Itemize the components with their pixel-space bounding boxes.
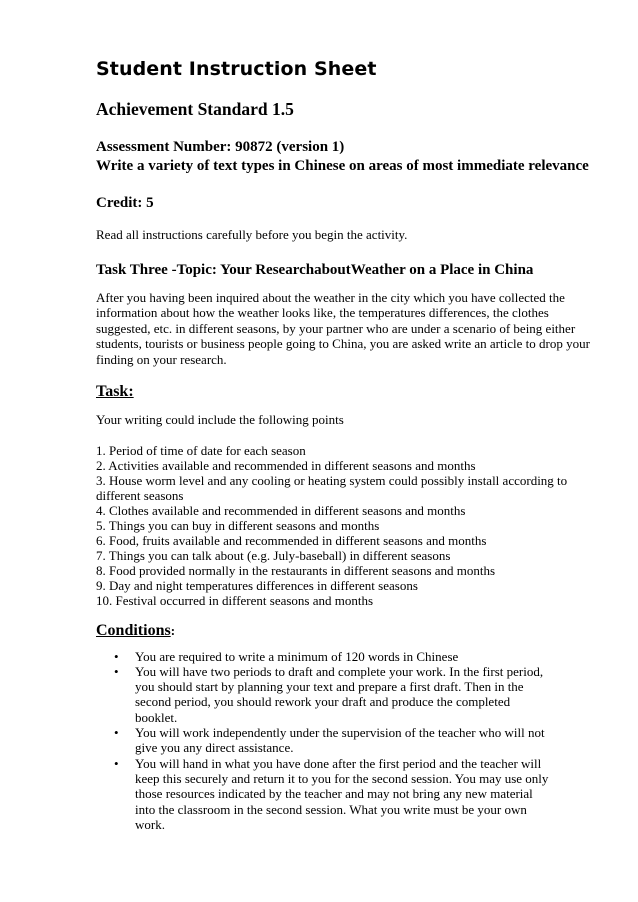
assessment-title: Write a variety of text types in Chinese on areas of most immediate relevance	[96, 158, 589, 174]
standard-heading: Achievement Standard 1.5	[96, 99, 294, 119]
list-item: 6. Food, fruits available and recommended in different seasons and months	[96, 533, 487, 549]
list-item	[114, 756, 555, 832]
list-item: 5. Things you can buy in different seasons and months	[96, 517, 380, 533]
bullet-icon: •	[114, 725, 119, 741]
list-item	[114, 649, 555, 664]
bullet-icon: •	[114, 648, 119, 664]
task-heading: Task:	[96, 383, 134, 400]
conditions-list	[96, 649, 596, 833]
list-item: 2. Activities available and recommended in different seasons and months	[96, 457, 476, 473]
condition-text: You will work independently under the supervision of the teacher who will not give you any direct assistance.	[135, 725, 545, 756]
list-item: 8. Food provided normally in the restaurants in different seasons and months	[96, 563, 496, 579]
condition-text: You will have two periods to draft and complete your work. In the first period, you should start by planning your text and prepare a first draft. Then in the second period, you should rework your draft and produce the completed booklet.	[135, 663, 544, 725]
list-item: 1. Period of time of date for each season	[96, 442, 306, 458]
bullet-icon: •	[114, 755, 119, 771]
intro-paragraph: After you having been inquired about the weather in the city which you have collected the information about how the weather looks like, the temperatures differences, the clothes suggested, etc. in different seasons, by your partner who are under a scenario of being either students, tourists or business people going to China, you are asked write an article to drop your finding on your research.	[96, 289, 590, 367]
list-item	[114, 725, 555, 756]
credit-heading: Credit: 5	[96, 195, 154, 211]
conditions-heading	[96, 621, 596, 641]
conditions-heading-colon: :	[170, 622, 176, 638]
points-list	[96, 443, 596, 609]
list-item: 4. Clothes available and recommended in different seasons and months	[96, 502, 466, 518]
bullet-icon: •	[114, 663, 119, 679]
page-title: Student Instruction Sheet	[96, 58, 377, 80]
task-three-heading: Task Three -Topic: Your ResearchaboutWeather on a Place in China	[96, 261, 534, 278]
list-item: 7. Things you can talk about (e.g. July-baseball) in different seasons	[96, 548, 451, 564]
task-lead-text: Your writing could include the following points	[96, 412, 344, 427]
read-instructions-text: Read all instructions carefully before you begin the activity.	[96, 227, 408, 242]
assessment-number: Assessment Number: 90872 (version 1)	[96, 139, 345, 155]
condition-text: You will hand in what you have done after the first period and the teacher will keep this securely and return it to you for the second session. You may use only those resources indicated by the teacher and may not bring any new material into the classroom in the second session. What you write must be your own work.	[135, 755, 549, 832]
list-item: 3. House worm level and any cooling or heating system could possibly install according to different seasons	[96, 472, 568, 503]
condition-text: You are required to write a minimum of 120 words in Chinese	[135, 648, 459, 664]
conditions-heading-label: Conditions	[96, 621, 171, 639]
list-item: 10. Festival occurred in different seasons and months	[96, 593, 374, 609]
list-item	[114, 664, 555, 725]
list-item: 9. Day and night temperatures differences in different seasons	[96, 578, 418, 594]
instruction-sheet	[96, 56, 596, 832]
